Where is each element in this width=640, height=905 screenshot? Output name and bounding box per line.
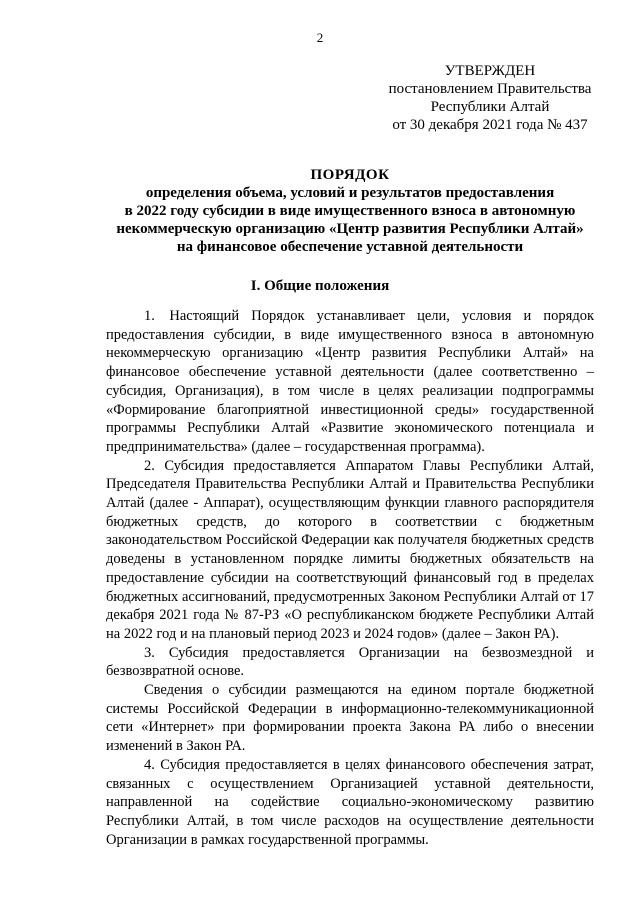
title-line-2: в 2022 году субсидии в виде имущественного взноса в автономную [124,203,576,219]
approval-stamp [370,62,610,134]
title-line-1: определения объема, условий и результатов предоставления [145,185,555,201]
document-title [80,166,620,256]
approval-republic: Республики Алтай [430,99,550,115]
approval-heading: УТВЕРЖДЕН [444,63,536,79]
paragraph-4: 4. Субсидия предоставляется в целях финансового обеспечения затрат, связанных с осуществлением Организацией уставной деятельности, направленной на содействие социально-экономическому развитию Республики Алтай, в том числе расходов на осуществление деятельности Организации в рамках государственной программы. [106,756,594,848]
approval-resolution: постановлением Правительства [388,81,592,97]
title-main: ПОРЯДОК [310,167,390,183]
paragraph-2: 2. Субсидия предоставляется Аппаратом Главы Республики Алтай, Председателя Правительства Республики Алтай и Правительства Республики Алтай (далее - Аппарат), осуществляющим функции главного распорядителя бюджетных средств, до которого в соответствии с бюджетным законодательством Российской Федерации как получателя бюджетных средств доведены в установленном порядке лимиты бюджетных обязательств на предоставление субсидии на соответствующий финансовый год в пределах бюджетных ассигнований, предусмотренных Законом Республики Алтай от 17 декабря 2021 года № 87-РЗ «О республиканском бюджете Республики Алтай на 2022 год и на плановый период 2023 и 2024 годов» (далее – Закон РА). [106,457,594,642]
title-line-3: некоммерческую организацию «Центр развития Республики Алтай» [116,221,584,237]
paragraph-3-info: Сведения о субсидии размещаются на едином портале бюджетной системы Российской Федерации в информационно-телекоммуникационной сети «Интернет» при формировании проекта Закона РА либо о внесении изменений в Закон РА. [106,682,594,755]
approval-date: от 30 декабря 2021 года № 437 [392,117,588,133]
page-number: 2 [316,30,324,45]
document-body [106,307,594,849]
paragraph-1: 1. Настоящий Порядок устанавливает цели, условия и порядок предоставления субсидии, в виде имущественного взноса в автономную некоммерческую организацию «Центр развития Республики Алтай» на финансовое обеспечение уставной деятельности (далее соответственно – субсидия, Организация), в том числе в целях реализации подпрограммы «Формирование благоприятной инвестиционной среды» государственной программы Республики Алтай «Развитие экономического потенциала и предпринимательства» (далее – государственная программа). [106,308,594,455]
paragraph-3: 3. Субсидия предоставляется Организации на безвозмездной и безвозвратной основе. [106,644,594,680]
title-line-4: на финансовое обеспечение уставной деятельности [176,239,524,255]
section-heading: I. Общие положения [250,278,390,294]
